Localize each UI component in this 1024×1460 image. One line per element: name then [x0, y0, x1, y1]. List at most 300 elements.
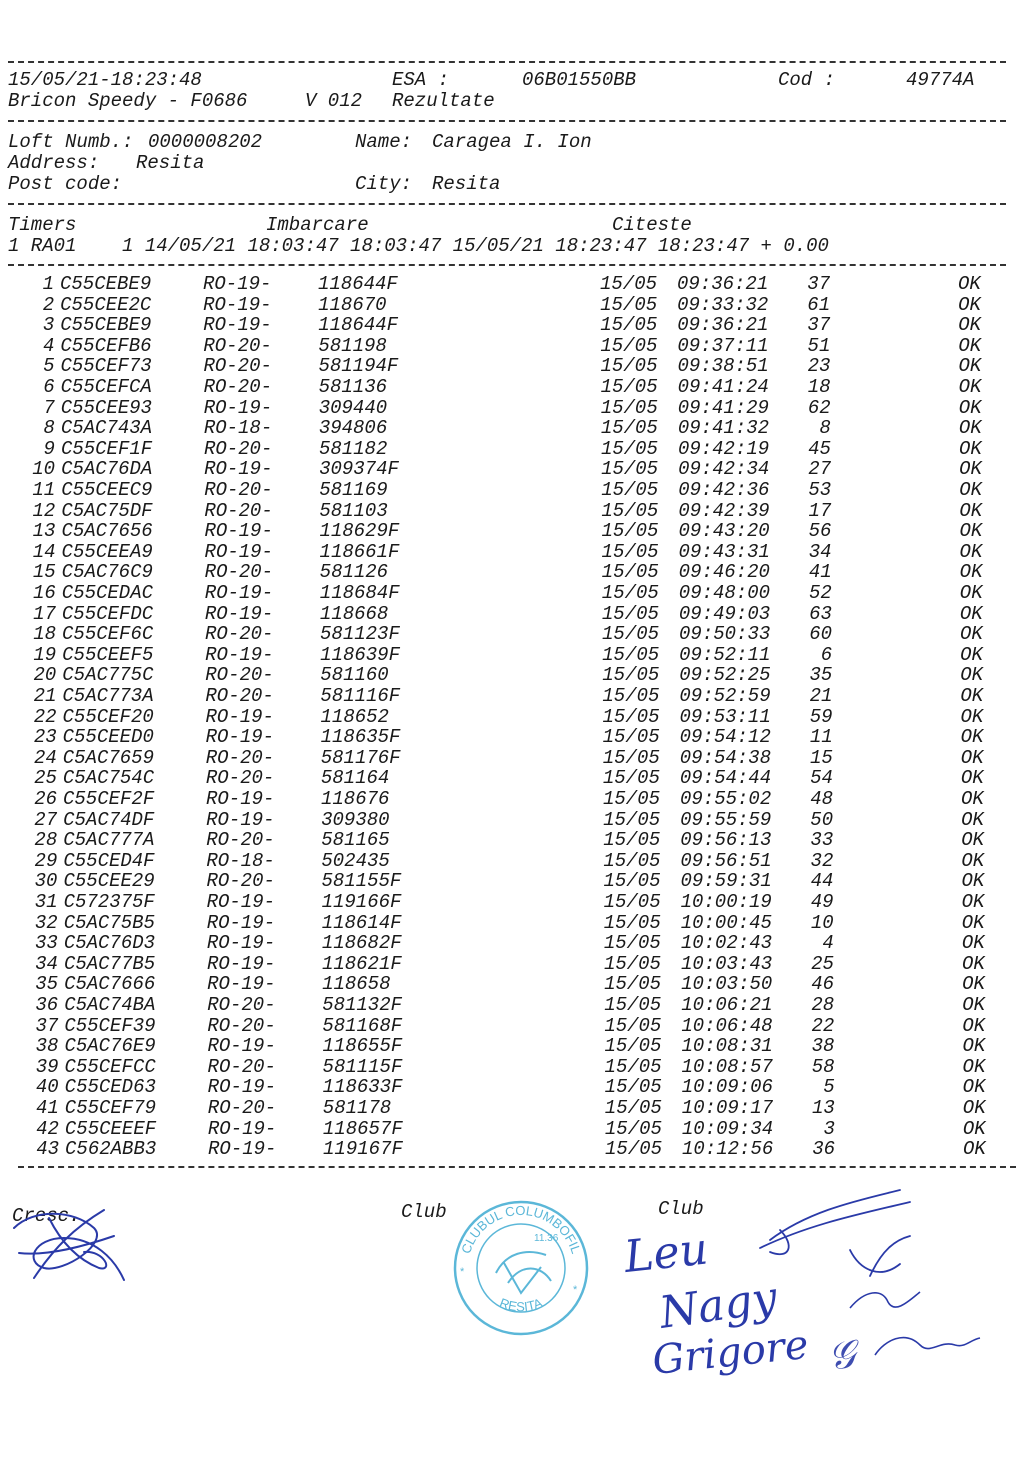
rule-top [8, 61, 1006, 63]
ring-series: RO-19- [207, 1076, 277, 1099]
reading-number: 48 [810, 788, 833, 810]
table-row [0, 789, 1024, 810]
status: OK [961, 870, 985, 893]
chip-id: C562ABB3 [65, 1138, 157, 1161]
table-row [0, 1139, 1024, 1160]
row-index: 6 [43, 376, 55, 398]
arrival-time: 09:59:31 [680, 870, 772, 893]
arrival-date: 15/05 [603, 932, 661, 955]
ring-number: 581126 [319, 561, 389, 584]
ring-number: 118652 [320, 705, 389, 728]
reading-number: 34 [808, 540, 832, 563]
arrival-time: 09:43:31 [678, 540, 770, 563]
rule-owner [8, 203, 1006, 205]
embark-label: Imbarcare [266, 214, 369, 236]
stamp-top-text: CLUBUL COLUMBOFIL [458, 1202, 584, 1256]
reading-number: 5 [823, 1076, 835, 1099]
ring-number: 581136 [318, 376, 388, 398]
status: OK [959, 602, 983, 625]
read-label: Citeste [612, 214, 692, 236]
row-index: 37 [35, 1014, 59, 1037]
arrival-date: 15/05 [603, 952, 661, 975]
table-row [0, 686, 1024, 707]
ring-series: RO-19- [206, 952, 276, 975]
row-index: 1 [42, 273, 54, 295]
ring-series: RO-20- [205, 664, 274, 687]
arrival-date: 15/05 [603, 788, 661, 810]
row-index: 12 [32, 499, 56, 522]
arrival-date: 15/05 [601, 458, 659, 481]
ring-number: 118629F [319, 520, 400, 543]
arrival-date: 15/05 [604, 1076, 662, 1099]
ring-series: RO-19- [203, 273, 272, 295]
chip-id: C55CEDAC [61, 582, 154, 604]
table-row [0, 521, 1024, 542]
row-index: 25 [34, 767, 57, 790]
reading-number: 58 [811, 1055, 835, 1078]
reading-number: 25 [811, 952, 834, 975]
reading-number: 62 [807, 396, 831, 419]
reading-number: 28 [811, 994, 835, 1016]
ring-number: 581176F [320, 746, 401, 769]
ring-series: RO-19- [204, 520, 273, 543]
row-index: 26 [34, 788, 57, 810]
ring-number: 581115F [322, 1055, 403, 1078]
arrival-time: 10:02:43 [680, 932, 773, 955]
row-index: 21 [33, 685, 57, 707]
arrival-time: 09:36:21 [677, 314, 769, 337]
city-label: City: [355, 173, 413, 195]
table-row [0, 315, 1024, 336]
row-index: 30 [34, 870, 58, 893]
reading-number: 60 [809, 623, 833, 646]
chip-id: C55CEF6C [62, 623, 154, 646]
rule-bottom [18, 1166, 1016, 1168]
ring-number: 581132F [322, 994, 403, 1016]
club-stamp [446, 1193, 596, 1343]
chip-id: C55CED63 [64, 1076, 156, 1099]
reading-number: 54 [810, 767, 833, 790]
ring-series: RO-20- [207, 1055, 276, 1078]
ring-series: RO-20- [205, 767, 275, 790]
status: OK [959, 479, 982, 501]
table-row [0, 356, 1024, 377]
arrival-date: 15/05 [600, 293, 658, 316]
row-index: 3 [42, 314, 55, 337]
arrival-date: 15/05 [602, 664, 660, 687]
reading-number: 13 [811, 1097, 835, 1119]
table-row [0, 542, 1024, 563]
city-value: Resita [432, 173, 501, 195]
status: OK [962, 1035, 986, 1058]
status: OK [958, 376, 982, 398]
table-row [0, 933, 1024, 954]
row-index: 7 [43, 396, 55, 419]
arrival-time: 09:55:59 [680, 808, 772, 831]
status: OK [961, 932, 985, 955]
ring-number: 118661F [319, 540, 400, 563]
esa-label: ESA : [392, 69, 450, 91]
row-index: 2 [42, 293, 55, 316]
row-index: 4 [42, 334, 55, 357]
reading-number: 35 [809, 664, 833, 687]
reading-number: 23 [807, 355, 831, 378]
row-index: 31 [34, 891, 58, 913]
row-index: 14 [32, 540, 56, 563]
signature-name-2: Nagy [656, 1271, 781, 1339]
status: OK [959, 499, 983, 522]
ring-number: 309440 [318, 396, 388, 419]
arrival-time: 09:52:11 [679, 643, 771, 666]
chip-id: C572375F [63, 891, 155, 913]
ring-series: RO-19- [207, 973, 276, 996]
signature-name-3: Grigore [650, 1321, 811, 1384]
reading-number: 46 [811, 973, 835, 996]
row-index: 17 [33, 602, 56, 625]
reading-number: 63 [809, 602, 832, 625]
status: OK [960, 746, 984, 769]
table-row [0, 1016, 1024, 1037]
chip-id: C5AC777A [63, 829, 155, 852]
arrival-date: 15/05 [601, 582, 659, 604]
chip-id: C5AC77B5 [63, 952, 156, 975]
reading-number: 3 [823, 1117, 835, 1140]
arrival-time: 09:42:34 [678, 458, 770, 481]
arrival-date: 15/05 [601, 540, 659, 563]
chip-id: C55CEF2F [63, 788, 155, 810]
row-index: 39 [35, 1055, 59, 1078]
chip-id: C5AC75B5 [63, 911, 155, 934]
ring-series: RO-19- [204, 458, 273, 481]
owner-name: Caragea I. Ion [432, 131, 592, 153]
ring-series: RO-19- [205, 726, 275, 749]
row-index: 9 [43, 437, 55, 460]
status: OK [961, 891, 985, 913]
ring-number: 581123F [320, 623, 400, 646]
arrival-time: 09:54:38 [679, 746, 771, 769]
status: OK [961, 808, 984, 831]
table-row [0, 892, 1024, 913]
reading-number: 32 [810, 849, 834, 872]
reading-number: 15 [809, 746, 833, 769]
arrival-date: 15/05 [600, 334, 658, 357]
row-index: 32 [34, 911, 58, 934]
arrival-date: 15/05 [600, 273, 658, 295]
arrival-time: 10:03:43 [680, 952, 773, 975]
table-row [0, 913, 1024, 934]
chip-id: C55CEF1F [60, 437, 153, 460]
table-row [0, 295, 1024, 316]
row-index: 35 [35, 973, 59, 996]
report-mode: Rezultate [392, 90, 495, 112]
arrival-time: 09:41:24 [677, 376, 769, 398]
arrival-date: 15/05 [602, 643, 660, 666]
status: OK [960, 643, 983, 666]
ring-number: 581103 [319, 499, 388, 522]
status: OK [959, 582, 983, 604]
table-row [0, 995, 1024, 1016]
arrival-date: 15/05 [602, 767, 660, 790]
table-row [0, 459, 1024, 480]
table-row [0, 748, 1024, 769]
status: OK [961, 911, 985, 934]
row-index: 36 [35, 994, 59, 1016]
status: OK [961, 849, 985, 872]
ring-number: 581155F [321, 870, 402, 893]
row-index: 27 [34, 808, 58, 831]
arrival-date: 15/05 [604, 1117, 662, 1140]
table-row [0, 274, 1024, 295]
arrival-time: 09:33:32 [677, 293, 769, 316]
table-row [0, 583, 1024, 604]
ring-series: RO-20- [203, 437, 273, 460]
status: OK [958, 273, 981, 295]
status: OK [961, 829, 985, 852]
chip-id: C55CEEEF [64, 1117, 157, 1140]
chip-id: C55CEFB6 [60, 334, 152, 357]
address-value: Resita [136, 152, 205, 174]
arrival-time: 09:56:13 [680, 829, 772, 852]
stamp-bottom-text: RESITA [497, 1294, 545, 1315]
status: OK [960, 767, 984, 790]
arrival-time: 09:46:20 [678, 561, 770, 584]
signature-name-1: Leu [621, 1223, 711, 1283]
row-index: 42 [36, 1117, 59, 1140]
arrival-date: 15/05 [604, 1097, 662, 1119]
chip-id: C5AC775C [62, 664, 154, 687]
arrival-time: 10:08:57 [681, 1055, 773, 1078]
status: OK [958, 417, 982, 440]
ring-series: RO-19- [206, 932, 276, 955]
ring-number: 581198 [318, 334, 387, 357]
ring-number: 118644F [318, 273, 398, 295]
ring-series: RO-19- [204, 582, 274, 604]
reading-number: 11 [809, 726, 833, 749]
ring-number: 581178 [322, 1097, 392, 1119]
reading-number: 10 [810, 911, 834, 934]
ring-number: 118668 [319, 602, 389, 625]
loft-label: Loft Numb.: [8, 131, 134, 153]
ring-number: 309380 [321, 808, 390, 831]
ring-series: RO-19- [203, 314, 272, 337]
table-row [0, 480, 1024, 501]
arrival-date: 15/05 [600, 314, 658, 337]
status: OK [959, 561, 983, 584]
reading-number: 38 [811, 1035, 835, 1058]
row-index: 16 [32, 582, 56, 604]
reading-number: 44 [810, 870, 834, 893]
table-row [0, 1036, 1024, 1057]
status: OK [959, 540, 983, 563]
chip-id: C55CEEA9 [61, 540, 153, 563]
table-row [0, 974, 1024, 995]
reading-number: 41 [808, 561, 832, 584]
arrival-date: 15/05 [600, 376, 658, 398]
status: OK [961, 952, 985, 975]
status: OK [958, 355, 982, 378]
arrival-time: 09:50:33 [679, 623, 771, 646]
status: OK [962, 1117, 986, 1140]
chip-id: C5AC743A [60, 417, 153, 440]
chip-id: C5AC76C9 [61, 561, 153, 584]
arrival-date: 15/05 [601, 479, 659, 501]
arrival-time: 09:54:44 [679, 767, 772, 790]
arrival-date: 15/05 [604, 973, 662, 996]
reading-number: 50 [810, 808, 834, 831]
ring-number: 118633F [322, 1076, 403, 1099]
reading-number: 37 [807, 314, 831, 337]
reading-number: 8 [819, 417, 831, 440]
ring-series: RO-19- [208, 1138, 277, 1161]
row-index: 8 [43, 417, 55, 440]
ring-series: RO-20- [204, 561, 274, 584]
table-row [0, 398, 1024, 419]
ring-series: RO-19- [204, 540, 273, 563]
row-index: 11 [32, 479, 56, 501]
svg-text:𝒢: 𝒢 [825, 1331, 859, 1379]
table-row [0, 562, 1024, 583]
arrival-date: 15/05 [603, 870, 661, 893]
chip-id: C55CEEC9 [61, 479, 153, 501]
row-index: 23 [33, 726, 57, 749]
loft-number: 0000008202 [148, 131, 263, 153]
ring-number: 118655F [322, 1035, 403, 1058]
arrival-time: 09:42:39 [678, 499, 770, 522]
club-label-right: Club [658, 1198, 704, 1220]
ring-number: 118684F [319, 582, 400, 604]
chip-id: C5AC76DA [61, 458, 153, 481]
ring-series: RO-19- [204, 602, 274, 625]
chip-id: C55CED4F [63, 849, 155, 872]
reading-number: 21 [809, 685, 833, 707]
ring-number: 581160 [320, 664, 389, 687]
arrival-date: 15/05 [600, 417, 658, 440]
row-index: 34 [35, 952, 58, 975]
ring-series: RO-19- [207, 1117, 277, 1140]
chip-id: C55CEFCA [60, 376, 152, 398]
arrival-date: 15/05 [603, 891, 661, 913]
arrival-date: 15/05 [605, 1138, 663, 1161]
chip-id: C5AC7656 [61, 520, 153, 543]
chip-id: C55CEF79 [64, 1097, 157, 1119]
arrival-time: 10:09:06 [681, 1076, 773, 1099]
reading-number: 61 [807, 293, 831, 316]
ring-series: RO-20- [207, 994, 276, 1016]
ring-number: 581194F [318, 355, 399, 378]
reading-number: 17 [808, 499, 832, 522]
ring-number: 118639F [320, 643, 400, 666]
arrival-date: 15/05 [602, 685, 660, 707]
cod-label: Cod : [778, 69, 836, 91]
ring-series: RO-20- [205, 746, 275, 769]
reading-number: 18 [807, 376, 831, 398]
row-index: 5 [43, 355, 55, 378]
ring-series: RO-20- [206, 829, 275, 852]
chip-id: C55CEF20 [62, 705, 154, 728]
ring-series: RO-20- [204, 479, 273, 501]
arrival-date: 15/05 [603, 829, 661, 852]
chip-id: C5AC773A [62, 685, 154, 707]
reading-number: 59 [809, 705, 833, 728]
arrival-time: 09:55:02 [680, 788, 772, 810]
arrival-time: 10:08:31 [681, 1035, 773, 1058]
arrival-date: 15/05 [601, 499, 659, 522]
reading-number: 37 [807, 273, 830, 295]
arrival-date: 15/05 [603, 849, 661, 872]
chip-id: C5AC754C [62, 767, 155, 790]
table-row [0, 871, 1024, 892]
arrival-date: 15/05 [602, 705, 660, 728]
chip-id: C55CEE29 [63, 870, 155, 893]
table-row [0, 418, 1024, 439]
arrival-time: 10:06:21 [681, 994, 773, 1016]
row-index: 28 [34, 829, 58, 852]
ring-series: RO-19- [205, 643, 274, 666]
status: OK [960, 685, 984, 707]
ring-series: RO-19- [206, 911, 276, 934]
ring-number: 581116F [320, 685, 401, 707]
row-index: 20 [33, 664, 57, 687]
ring-series: RO-18- [206, 849, 275, 872]
arrival-time: 09:38:51 [677, 355, 769, 378]
esa-value: 06B01550BB [522, 69, 637, 91]
ring-number: 118644F [318, 314, 399, 337]
ring-series: RO-20- [205, 623, 274, 646]
arrival-time: 09:52:25 [679, 664, 771, 687]
reading-number: 49 [810, 891, 834, 913]
table-row [0, 954, 1024, 975]
arrival-time: 09:48:00 [678, 582, 771, 604]
arrival-time: 10:09:34 [681, 1117, 774, 1140]
ring-number: 118614F [321, 911, 402, 934]
arrival-time: 10:09:17 [681, 1097, 774, 1119]
svg-text:*: * [460, 1266, 465, 1278]
chip-id: C55CEBE9 [60, 273, 152, 295]
ring-series: RO-18- [203, 417, 273, 440]
reading-number: 36 [812, 1138, 836, 1161]
arrival-date: 15/05 [603, 911, 661, 934]
arrival-date: 15/05 [602, 623, 660, 646]
chip-id: C55CEF73 [60, 355, 152, 378]
table-row [0, 645, 1024, 666]
ring-series: RO-20- [206, 870, 275, 893]
arrival-time: 09:41:29 [677, 396, 769, 419]
table-row [0, 665, 1024, 686]
post-code-label: Post code: [8, 173, 123, 195]
status: OK [963, 1138, 986, 1161]
status: OK [958, 396, 982, 419]
ring-series: RO-20- [203, 334, 272, 357]
arrival-date: 15/05 [602, 726, 660, 749]
status: OK [960, 726, 984, 749]
arrival-date: 15/05 [604, 1014, 662, 1037]
status: OK [962, 1055, 986, 1078]
arrival-time: 09:56:51 [680, 849, 772, 872]
status: OK [958, 334, 982, 357]
ring-number: 581169 [319, 479, 388, 501]
status: OK [958, 314, 982, 337]
reading-number: 53 [808, 479, 832, 501]
row-index: 43 [36, 1138, 60, 1161]
arrival-date: 15/05 [600, 355, 658, 378]
ring-number: 118676 [321, 788, 390, 810]
ring-number: 118635F [320, 726, 401, 749]
status: OK [962, 1076, 986, 1099]
arrival-date: 15/05 [601, 520, 659, 543]
arrival-date: 15/05 [602, 746, 660, 769]
ring-number: 119167F [323, 1138, 403, 1161]
reading-number: 27 [808, 458, 832, 481]
